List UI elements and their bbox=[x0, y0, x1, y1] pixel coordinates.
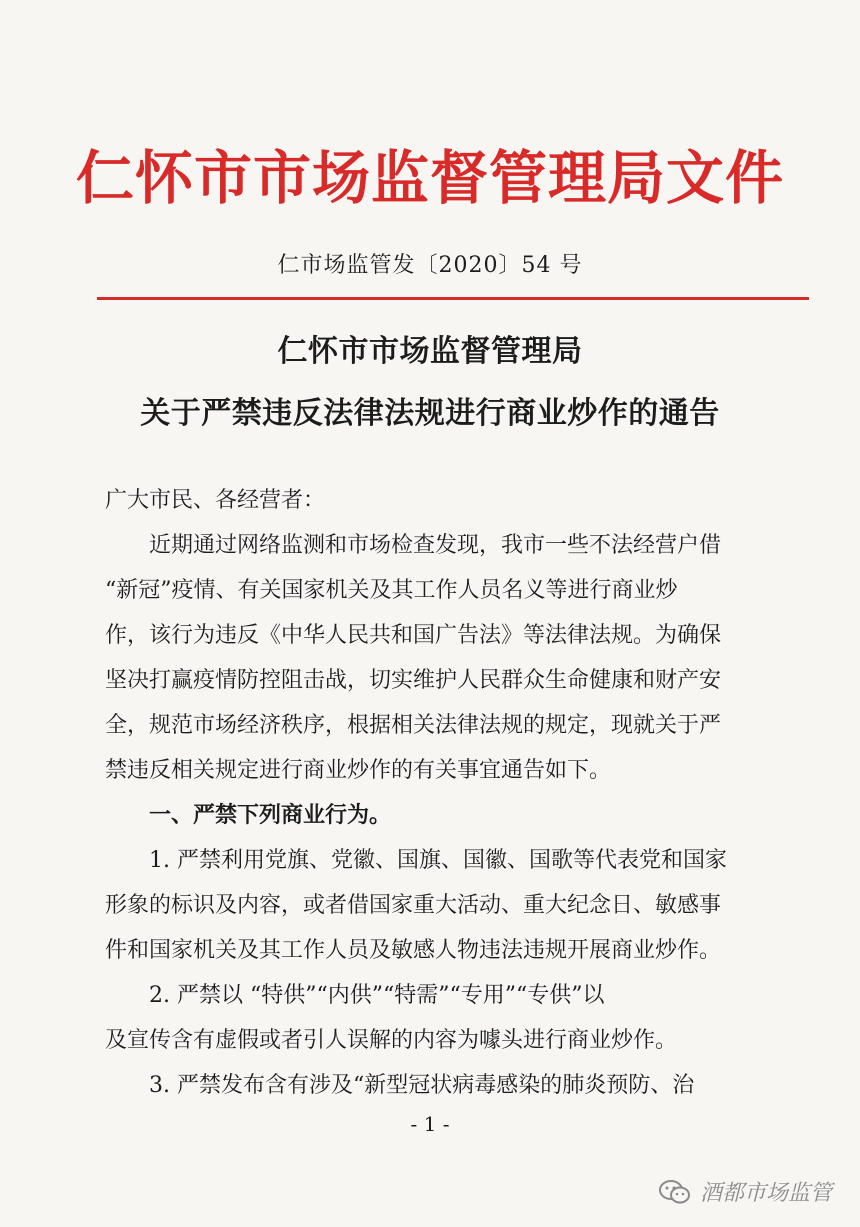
salutation: 广大市民、各经营者： bbox=[105, 488, 326, 513]
red-rule-divider bbox=[97, 297, 809, 300]
item-line: 3. 严禁发布含有涉及“新型冠状病毒感染的肺炎预防、治 bbox=[149, 1073, 695, 1098]
notice-title-line-2: 关于严禁违反法律法规进行商业炒作的通告 bbox=[140, 396, 720, 431]
org-header: 仁怀市市场监督管理局文件 bbox=[75, 144, 784, 212]
doc-number: 仁市场监管发〔2020〕54 号 bbox=[277, 253, 583, 278]
item-line: 1. 严禁利用党旗、党徽、国旗、国徽、国歌等代表党和国家 bbox=[149, 848, 727, 873]
body-line: 近期通过网络监测和市场检查发现，我市一些不法经营户借 bbox=[149, 533, 722, 558]
item-line: 形象的标识及内容，或者借国家重大活动、重大纪念日、敏感事 bbox=[105, 893, 722, 918]
watermark bbox=[658, 1176, 832, 1207]
body-line: 作，该行为违反《中华人民共和国广告法》等法律法规。为确保 bbox=[105, 623, 722, 648]
body-line: 坚决打赢疫情防控阻击战，切实维护人民群众生命健康和财产安 bbox=[105, 668, 722, 693]
body-line: 禁违反相关规定进行商业炒作的有关事宜通告如下。 bbox=[105, 758, 612, 783]
item-line: 件和国家机关及其工作人员及敏感人物违法违规开展商业炒作。 bbox=[105, 938, 722, 963]
notice-title-line-1: 仁怀市市场监督管理局 bbox=[277, 334, 583, 369]
page-number: - 1 - bbox=[410, 1112, 450, 1136]
watermark-text: 酒都市场监管 bbox=[699, 1181, 832, 1206]
item-line: 及宣传含有虚假或者引人误解的内容为噱头进行商业炒作。 bbox=[105, 1028, 678, 1053]
body-line: 全，规范市场经济秩序，根据相关法律法规的规定，现就关于严 bbox=[105, 713, 722, 738]
wechat-icon bbox=[658, 1179, 692, 1205]
body-line: “新冠”疫情、有关国家机关及其工作人员名义等进行商业炒 bbox=[105, 578, 678, 603]
section-heading: 一、严禁下列商业行为。 bbox=[149, 803, 392, 828]
item-line: 2. 严禁以 “特供”“内供”“特需”“专用”“专供”以 bbox=[149, 983, 605, 1008]
